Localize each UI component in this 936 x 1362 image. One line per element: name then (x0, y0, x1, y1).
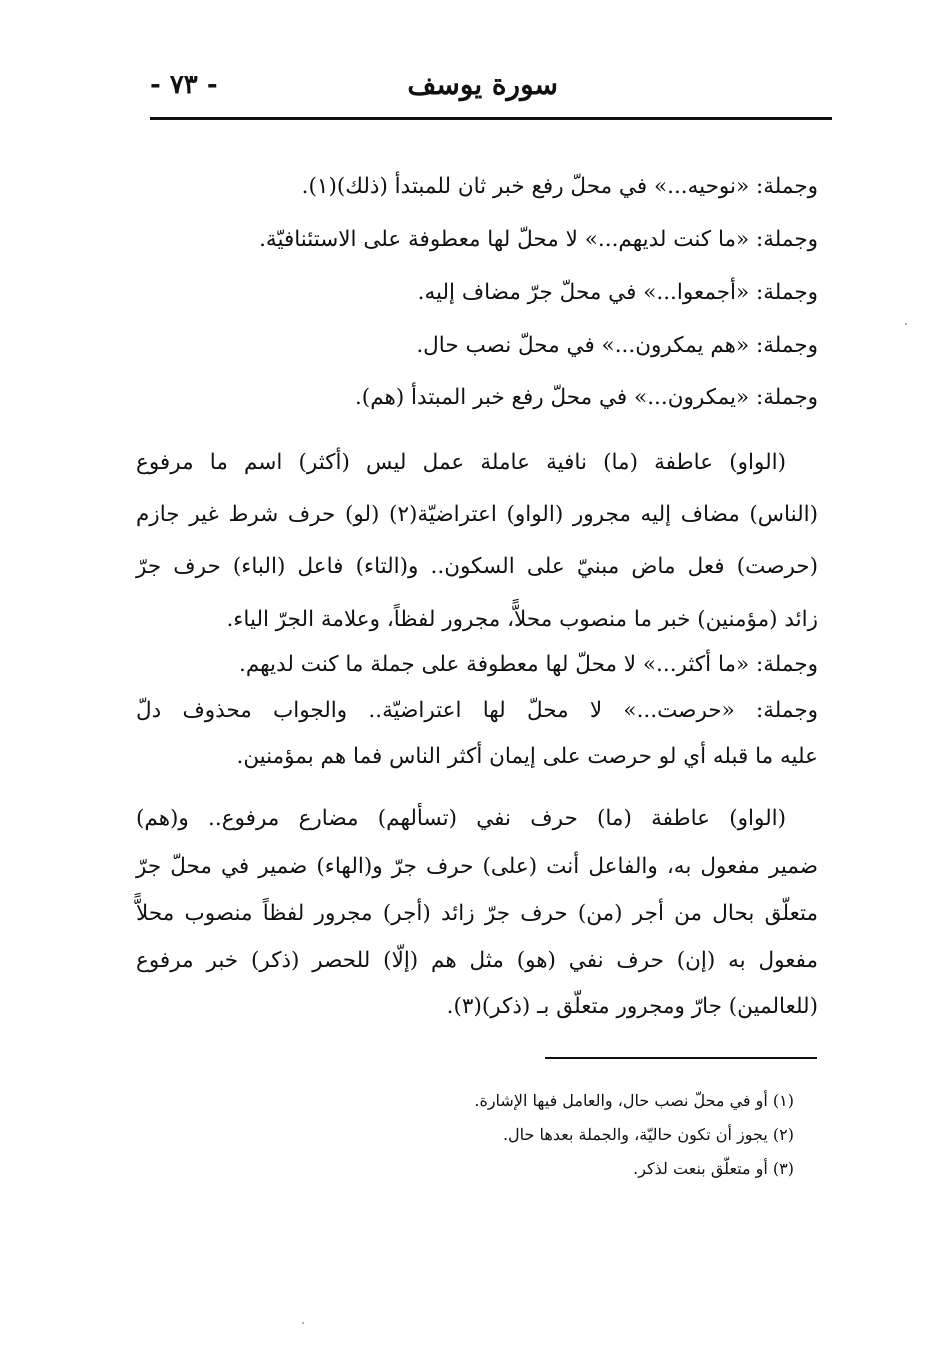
text-line: ضمير مفعول به، والفاعل أنت (على) حرف جرّ و(الهاء) ضمير في محلّ جرّ (136, 854, 818, 879)
text-line: (للعالمين) جارّ ومجرور متعلّق بـ (ذكر)(٣). (446, 994, 818, 1019)
text-line: (الناس) مضاف إليه مجرور (الواو) اعتراضيّة(٢) (لو) حرف شرط غير جازم (136, 502, 818, 527)
text-line: متعلّق بحال من أجر (من) حرف جرّ زائد (أجر) مجرور لفظاً منصوب محلاًّ (136, 901, 818, 926)
footnote: (٢) يجوز أن تكون حاليّة، والجملة بعدها حال. (502, 1125, 794, 1144)
text-line: وجملة: «ما كنت لديهم...» لا محلّ لها معطوفة على الاستئنافيّة. (259, 227, 818, 252)
text-line: وجملة: «أجمعوا...» في محلّ جرّ مضاف إليه. (417, 280, 818, 305)
surah-title: سورة يوسف (407, 68, 558, 101)
text-line: وجملة: «هم يمكرون...» في محلّ نصب حال. (416, 333, 818, 358)
text-line: (حرصت) فعل ماض مبنيّ على السكون.. و(التاء) فاعل (الباء) حرف جرّ (136, 554, 818, 579)
text-line: وجملة: «نوحيه...» في محلّ رفع خبر ثان للمبتدأ (ذلك)(١). (301, 174, 818, 199)
header-rule (150, 117, 832, 120)
footnote-separator (545, 1057, 817, 1059)
text-line: (الواو) عاطفة (ما) نافية عاملة عمل ليس (أكثر) اسم ما مرفوع (136, 450, 786, 475)
page-number: - ٧٣ - (150, 70, 218, 100)
text-line: (الواو) عاطفة (ما) حرف نفي (تسألهم) مضارع مرفوع.. و(هم) (136, 806, 786, 831)
scan-speck (302, 1322, 304, 1324)
footnote: (٣) أو متعلّق بنعت لذكر. (633, 1159, 794, 1178)
text-line: عليه ما قبله أي لو حرصت على إيمان أكثر الناس فما هم بمؤمنين. (236, 744, 818, 769)
page-header (150, 68, 832, 108)
scan-speck (905, 323, 907, 325)
text-line: زائد (مؤمنين) خبر ما منصوب محلاًّ، مجرور لفظاً، وعلامة الجرّ الياء. (226, 607, 818, 632)
footnote: (١) أو في محلّ نصب حال، والعامل فيها الإشارة. (474, 1091, 794, 1110)
text-line: مفعول به (إن) حرف نفي (هو) مثل هم (إلّا) للحصر (ذكر) خبر مرفوع (136, 948, 818, 973)
text-line: وجملة: «ما أكثر...» لا محلّ لها معطوفة على جملة ما كنت لديهم. (239, 652, 818, 677)
text-line: وجملة: «حرصت...» لا محلّ لها اعتراضيّة.. والجواب محذوف دلّ (136, 698, 818, 723)
text-line: وجملة: «يمكرون...» في محلّ رفع خبر المبتدأ (هم). (354, 385, 818, 410)
